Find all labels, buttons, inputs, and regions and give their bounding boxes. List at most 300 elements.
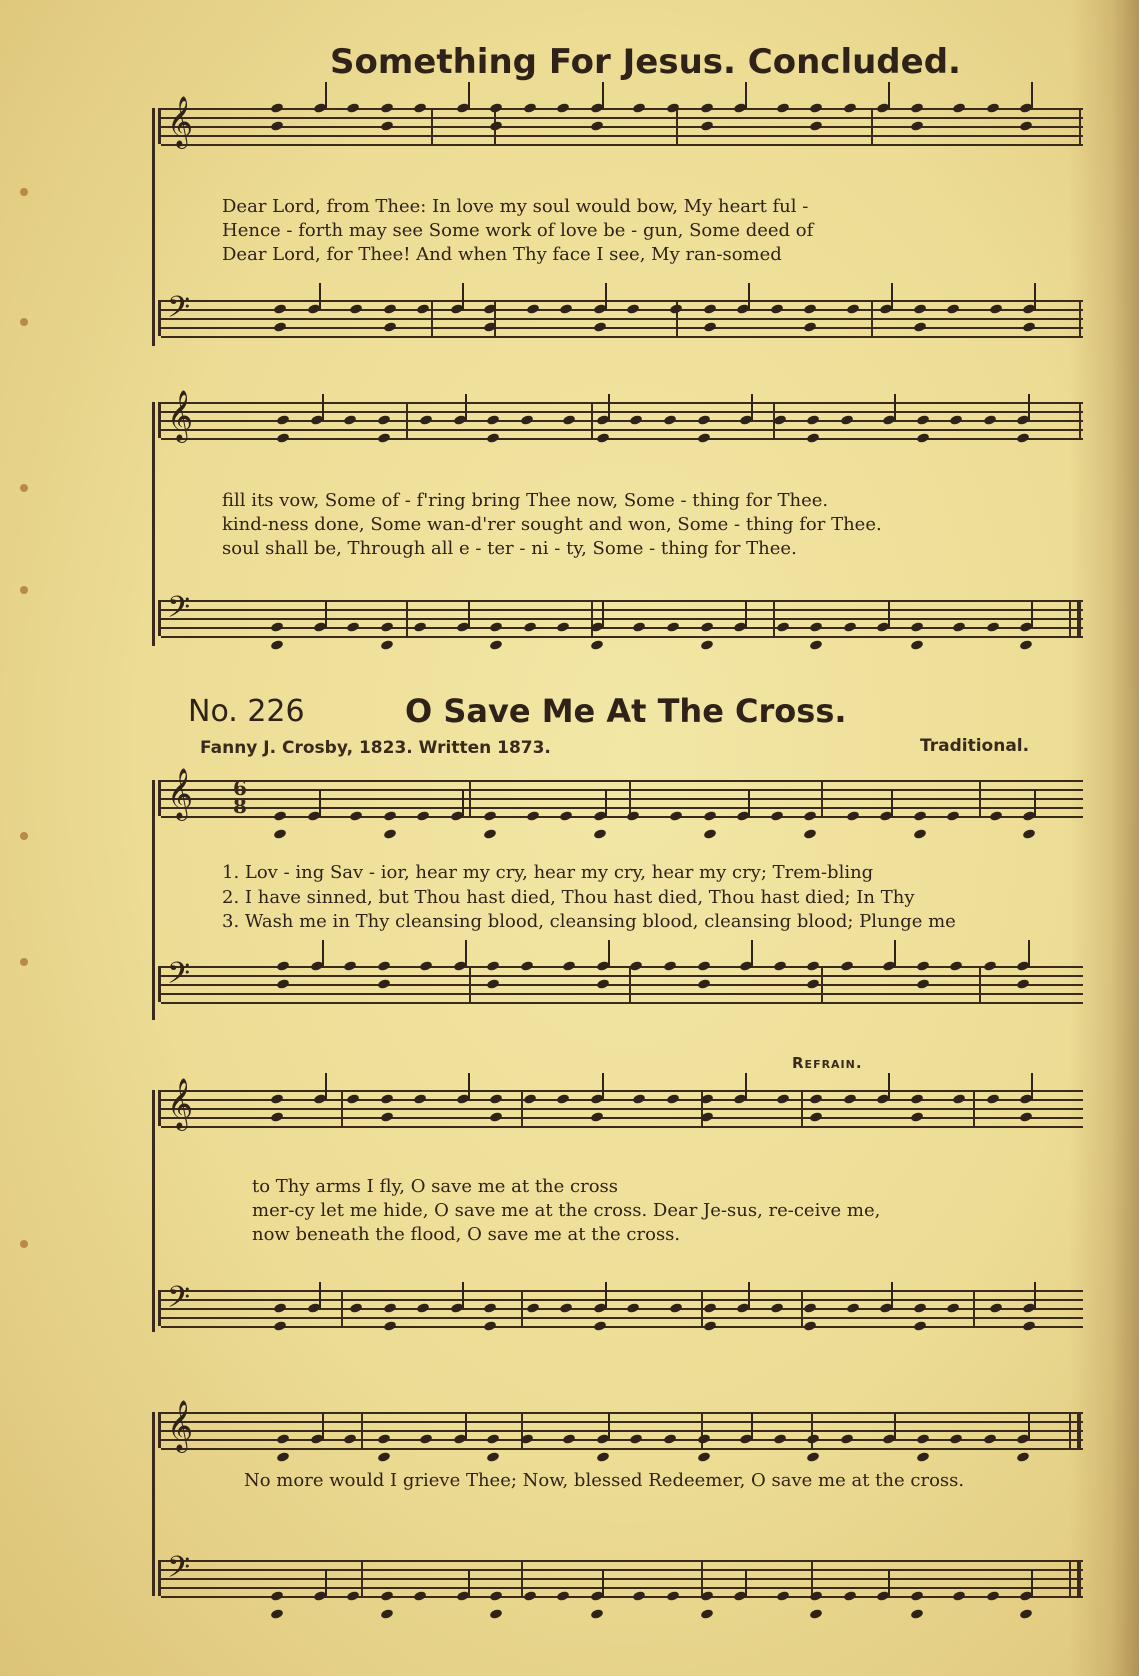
note-stem <box>602 601 604 627</box>
notehead <box>910 1608 924 1620</box>
notehead <box>270 1608 284 1620</box>
notehead <box>809 639 823 651</box>
notehead <box>590 1111 604 1123</box>
notehead <box>1016 432 1030 444</box>
system-brace <box>152 1090 155 1332</box>
notehead <box>416 303 430 315</box>
note-stem <box>602 1570 604 1596</box>
notehead <box>632 102 646 114</box>
notehead <box>486 432 500 444</box>
notehead <box>489 1111 503 1123</box>
notehead <box>910 120 924 132</box>
notehead <box>776 102 790 114</box>
notehead <box>952 621 966 633</box>
lyric-line: kind-ness done, Some wan-d'rer sought and won, Some - thing for Thee. <box>222 514 882 535</box>
bass-clef-icon: 𝄢 <box>167 1551 191 1592</box>
notehead <box>703 303 717 315</box>
notehead <box>377 414 391 426</box>
note-stem <box>462 283 464 309</box>
note-stem <box>1031 1570 1033 1596</box>
notehead <box>632 621 646 633</box>
composer-credit: Traditional. <box>920 736 1030 756</box>
notehead <box>700 102 714 114</box>
bass-clef-icon: 𝄢 <box>167 957 191 998</box>
notehead <box>383 828 397 840</box>
note-stem <box>468 1073 470 1099</box>
notehead <box>270 1590 284 1602</box>
notehead <box>626 1302 640 1314</box>
note-stem <box>319 283 321 309</box>
notehead <box>520 960 534 972</box>
notehead <box>913 1320 927 1332</box>
note-stem <box>325 1570 327 1596</box>
notehead <box>910 621 924 633</box>
notehead <box>276 432 290 444</box>
notehead <box>273 810 287 822</box>
notehead <box>916 1433 930 1445</box>
lyric-line: 3. Wash me in Thy cleansing blood, cleansing blood, cleansing blood; Plunge me <box>222 911 956 932</box>
notehead <box>843 1590 857 1602</box>
notehead <box>916 432 930 444</box>
notehead <box>986 1093 1000 1105</box>
binding-hole <box>20 188 28 196</box>
notehead <box>419 960 433 972</box>
notehead <box>629 960 643 972</box>
bass-clef-icon: 𝄢 <box>167 591 191 632</box>
notehead <box>559 303 573 315</box>
notehead <box>983 960 997 972</box>
notehead <box>632 1590 646 1602</box>
system-brace <box>152 1412 155 1596</box>
notehead <box>913 321 927 333</box>
notehead <box>523 621 537 633</box>
note-stem <box>325 601 327 627</box>
bass-clef-icon: 𝄢 <box>167 291 191 332</box>
notehead <box>910 1111 924 1123</box>
notehead <box>413 1590 427 1602</box>
time-signature-top: 6 <box>233 776 247 800</box>
note-stem <box>319 1282 321 1308</box>
notehead <box>843 621 857 633</box>
notehead <box>1019 1608 1033 1620</box>
notehead <box>276 414 290 426</box>
notehead <box>559 810 573 822</box>
notehead <box>663 960 677 972</box>
notehead <box>989 303 1003 315</box>
note-stem <box>605 790 607 816</box>
system-brace <box>152 402 155 646</box>
notehead <box>593 1320 607 1332</box>
lyric-line: 1. Lov - ing Sav - ior, hear my cry, hear my cry, hear my cry; Trem-bling <box>222 862 874 883</box>
notehead <box>526 1302 540 1314</box>
notehead <box>377 960 391 972</box>
notehead <box>700 120 714 132</box>
note-stem <box>462 1282 464 1308</box>
notehead <box>949 1433 963 1445</box>
note-stem <box>608 1413 610 1439</box>
note-stem <box>325 1073 327 1099</box>
binding-hole <box>20 318 28 326</box>
notehead <box>343 414 357 426</box>
notehead <box>629 414 643 426</box>
notehead <box>846 810 860 822</box>
notehead <box>806 978 820 990</box>
notehead <box>703 810 717 822</box>
notehead <box>666 1093 680 1105</box>
lyric-line: to Thy arms I fly, O save me at the cross <box>252 1176 619 1197</box>
notehead <box>629 1433 643 1445</box>
notehead <box>349 303 363 315</box>
note-stem <box>602 1073 604 1099</box>
notehead <box>486 1433 500 1445</box>
notehead <box>986 1590 1000 1602</box>
notehead <box>669 303 683 315</box>
notehead <box>273 321 287 333</box>
notehead <box>986 102 1000 114</box>
note-stem <box>891 283 893 309</box>
notehead <box>773 960 787 972</box>
notehead <box>562 960 576 972</box>
notehead <box>632 1093 646 1105</box>
notehead <box>413 621 427 633</box>
notehead <box>377 1433 391 1445</box>
note-stem <box>745 82 747 108</box>
notehead <box>523 1590 537 1602</box>
notehead <box>559 1302 573 1314</box>
note-stem <box>605 283 607 309</box>
note-stem <box>894 940 896 966</box>
note-stem <box>1028 394 1030 420</box>
notehead <box>380 1093 394 1105</box>
notehead <box>526 810 540 822</box>
notehead <box>916 414 930 426</box>
note-stem <box>465 1413 467 1439</box>
treble-staff <box>158 1400 1083 1451</box>
notehead <box>413 102 427 114</box>
notehead <box>846 1302 860 1314</box>
notehead <box>1019 1111 1033 1123</box>
notehead <box>806 960 820 972</box>
notehead <box>703 828 717 840</box>
notehead <box>846 303 860 315</box>
notehead <box>273 1320 287 1332</box>
lyric-line: Dear Lord, from Thee: In love my soul would bow, My heart ful - <box>222 196 809 217</box>
treble-clef-icon: 𝄞 <box>167 390 194 441</box>
notehead <box>556 1093 570 1105</box>
notehead <box>843 102 857 114</box>
note-stem <box>751 1413 753 1439</box>
notehead <box>1016 978 1030 990</box>
notehead <box>840 960 854 972</box>
bass-staff <box>158 291 1083 336</box>
notehead <box>270 639 284 651</box>
notehead <box>843 1093 857 1105</box>
notehead <box>270 102 284 114</box>
bass-staff <box>158 1551 1083 1596</box>
notehead <box>697 432 711 444</box>
note-stem <box>602 82 604 108</box>
notehead <box>383 1302 397 1314</box>
binding-hole <box>20 832 28 840</box>
notehead <box>916 960 930 972</box>
notehead <box>840 414 854 426</box>
notehead <box>697 960 711 972</box>
notehead <box>590 120 604 132</box>
notehead <box>806 432 820 444</box>
note-stem <box>319 790 321 816</box>
note-stem <box>751 394 753 420</box>
note-stem <box>751 940 753 966</box>
lyric-line: No more would I grieve Thee; Now, blessed Redeemer, O save me at the cross. <box>244 1470 965 1491</box>
notehead <box>343 960 357 972</box>
notehead <box>413 1093 427 1105</box>
notehead <box>377 1451 391 1463</box>
lyric-line: soul shall be, Through all e - ter - ni - ty, Some - thing for Thee. <box>222 538 797 559</box>
notehead <box>669 810 683 822</box>
notehead <box>489 621 503 633</box>
note-stem <box>748 283 750 309</box>
notehead <box>770 303 784 315</box>
notehead <box>380 120 394 132</box>
notehead <box>346 1093 360 1105</box>
notehead <box>489 102 503 114</box>
note-stem <box>1028 940 1030 966</box>
notehead <box>556 102 570 114</box>
note-stem <box>888 1570 890 1596</box>
notehead <box>697 978 711 990</box>
notehead <box>806 1451 820 1463</box>
note-stem <box>1034 1282 1036 1308</box>
binding-hole <box>20 1240 28 1248</box>
notehead <box>809 1111 823 1123</box>
notehead <box>946 810 960 822</box>
notehead <box>419 414 433 426</box>
notehead <box>483 828 497 840</box>
note-stem <box>1034 790 1036 816</box>
notehead <box>526 303 540 315</box>
binding-hole <box>20 958 28 966</box>
notehead <box>1022 1320 1036 1332</box>
note-stem <box>888 1073 890 1099</box>
notehead <box>663 1433 677 1445</box>
notehead <box>489 1608 503 1620</box>
notehead <box>380 639 394 651</box>
notehead <box>377 978 391 990</box>
notehead <box>1022 828 1036 840</box>
binding-hole <box>20 586 28 594</box>
notehead <box>273 303 287 315</box>
note-stem <box>891 790 893 816</box>
notehead <box>483 1320 497 1332</box>
lyric-line: mer-cy let me hide, O save me at the cross. Dear Je-sus, re-ceive me, <box>252 1200 881 1221</box>
notehead <box>809 102 823 114</box>
lyric-line: now beneath the flood, O save me at the cross. <box>252 1224 681 1245</box>
notehead <box>946 303 960 315</box>
system-brace <box>152 108 155 346</box>
notehead <box>556 1590 570 1602</box>
lyric-line: fill its vow, Some of - f'ring bring Thee now, Some - thing for Thee. <box>222 490 829 511</box>
note-stem <box>465 940 467 966</box>
notehead <box>913 303 927 315</box>
note-stem <box>465 394 467 420</box>
notehead <box>803 828 817 840</box>
notehead <box>486 414 500 426</box>
note-stem <box>1031 1073 1033 1099</box>
notehead <box>669 1302 683 1314</box>
notehead <box>349 1302 363 1314</box>
notehead <box>916 978 930 990</box>
notehead <box>776 621 790 633</box>
notehead <box>770 1302 784 1314</box>
notehead <box>276 1433 290 1445</box>
notehead <box>809 621 823 633</box>
notehead <box>809 120 823 132</box>
note-stem <box>748 1282 750 1308</box>
notehead <box>562 1433 576 1445</box>
notehead <box>273 1302 287 1314</box>
notehead <box>913 828 927 840</box>
notehead <box>703 321 717 333</box>
notehead <box>276 1451 290 1463</box>
notehead <box>910 1590 924 1602</box>
notehead <box>806 1433 820 1445</box>
note-stem <box>325 82 327 108</box>
notehead <box>596 1451 610 1463</box>
note-stem <box>605 1282 607 1308</box>
notehead <box>523 1093 537 1105</box>
notehead <box>986 621 1000 633</box>
notehead <box>697 414 711 426</box>
notehead <box>983 414 997 426</box>
notehead <box>273 828 287 840</box>
notehead <box>1019 639 1033 651</box>
notehead <box>377 432 391 444</box>
notehead <box>989 1302 1003 1314</box>
notehead <box>697 1433 711 1445</box>
notehead <box>697 1451 711 1463</box>
note-stem <box>745 1570 747 1596</box>
notehead <box>952 1093 966 1105</box>
notehead <box>700 639 714 651</box>
treble-clef-icon: 𝄞 <box>167 1400 194 1451</box>
notehead <box>989 810 1003 822</box>
notehead <box>383 303 397 315</box>
notehead <box>593 828 607 840</box>
bass-staff <box>158 957 1083 1002</box>
notehead <box>270 1111 284 1123</box>
notehead <box>383 1320 397 1332</box>
notehead <box>486 978 500 990</box>
author-credit: Fanny J. Crosby, 1823. Written 1873. <box>200 738 551 758</box>
note-stem <box>468 82 470 108</box>
lyric-line: 2. I have sinned, but Thou hast died, Thou hast died, Thou hast died; In Thy <box>222 887 915 908</box>
notehead <box>949 960 963 972</box>
notehead <box>910 1093 924 1105</box>
treble-staff <box>158 96 1083 147</box>
notehead <box>773 1433 787 1445</box>
bass-staff <box>158 591 1083 636</box>
notehead <box>380 621 394 633</box>
notehead <box>383 810 397 822</box>
notehead <box>380 102 394 114</box>
notehead <box>803 810 817 822</box>
note-stem <box>462 790 464 816</box>
notehead <box>593 321 607 333</box>
refrain-label: Refrain. <box>792 1054 863 1072</box>
notehead <box>803 321 817 333</box>
notehead <box>380 1590 394 1602</box>
note-stem <box>745 1073 747 1099</box>
notehead <box>803 1302 817 1314</box>
note-stem <box>1031 82 1033 108</box>
notehead <box>523 102 537 114</box>
song-title: O Save Me At The Cross. <box>405 692 847 730</box>
notehead <box>562 414 576 426</box>
note-stem <box>322 1413 324 1439</box>
notehead <box>803 303 817 315</box>
notehead <box>489 639 503 651</box>
treble-clef-icon: 𝄞 <box>167 1078 194 1129</box>
notehead <box>840 1433 854 1445</box>
notehead <box>700 621 714 633</box>
notehead <box>663 414 677 426</box>
note-stem <box>888 82 890 108</box>
notehead <box>666 621 680 633</box>
notehead <box>276 978 290 990</box>
note-stem <box>1028 1413 1030 1439</box>
notehead <box>913 1302 927 1314</box>
notehead <box>949 414 963 426</box>
bass-clef-icon: 𝄢 <box>167 1281 191 1322</box>
notehead <box>270 1093 284 1105</box>
notehead <box>346 1590 360 1602</box>
notehead <box>380 1111 394 1123</box>
treble-clef-icon: 𝄞 <box>167 96 194 147</box>
note-stem <box>322 940 324 966</box>
notehead <box>483 1302 497 1314</box>
notehead <box>489 120 503 132</box>
notehead <box>483 810 497 822</box>
notehead <box>946 1302 960 1314</box>
notehead <box>700 1608 714 1620</box>
notehead <box>809 1608 823 1620</box>
notehead <box>270 621 284 633</box>
note-stem <box>894 394 896 420</box>
note-stem <box>891 1282 893 1308</box>
notehead <box>776 1093 790 1105</box>
notehead <box>910 102 924 114</box>
notehead <box>590 1608 604 1620</box>
notehead <box>489 1590 503 1602</box>
notehead <box>270 120 284 132</box>
notehead <box>809 1093 823 1105</box>
notehead <box>770 810 784 822</box>
notehead <box>276 960 290 972</box>
bass-staff <box>158 1281 1083 1326</box>
note-stem <box>748 790 750 816</box>
system-brace <box>152 780 155 1020</box>
notehead <box>343 1433 357 1445</box>
notehead <box>776 1590 790 1602</box>
note-stem <box>745 601 747 627</box>
notehead <box>346 621 360 633</box>
notehead <box>349 810 363 822</box>
lyric-line: Dear Lord, for Thee! And when Thy face I see, My ran-somed <box>222 244 782 265</box>
notehead <box>383 321 397 333</box>
notehead <box>556 621 570 633</box>
notehead <box>416 1302 430 1314</box>
notehead <box>489 1093 503 1105</box>
